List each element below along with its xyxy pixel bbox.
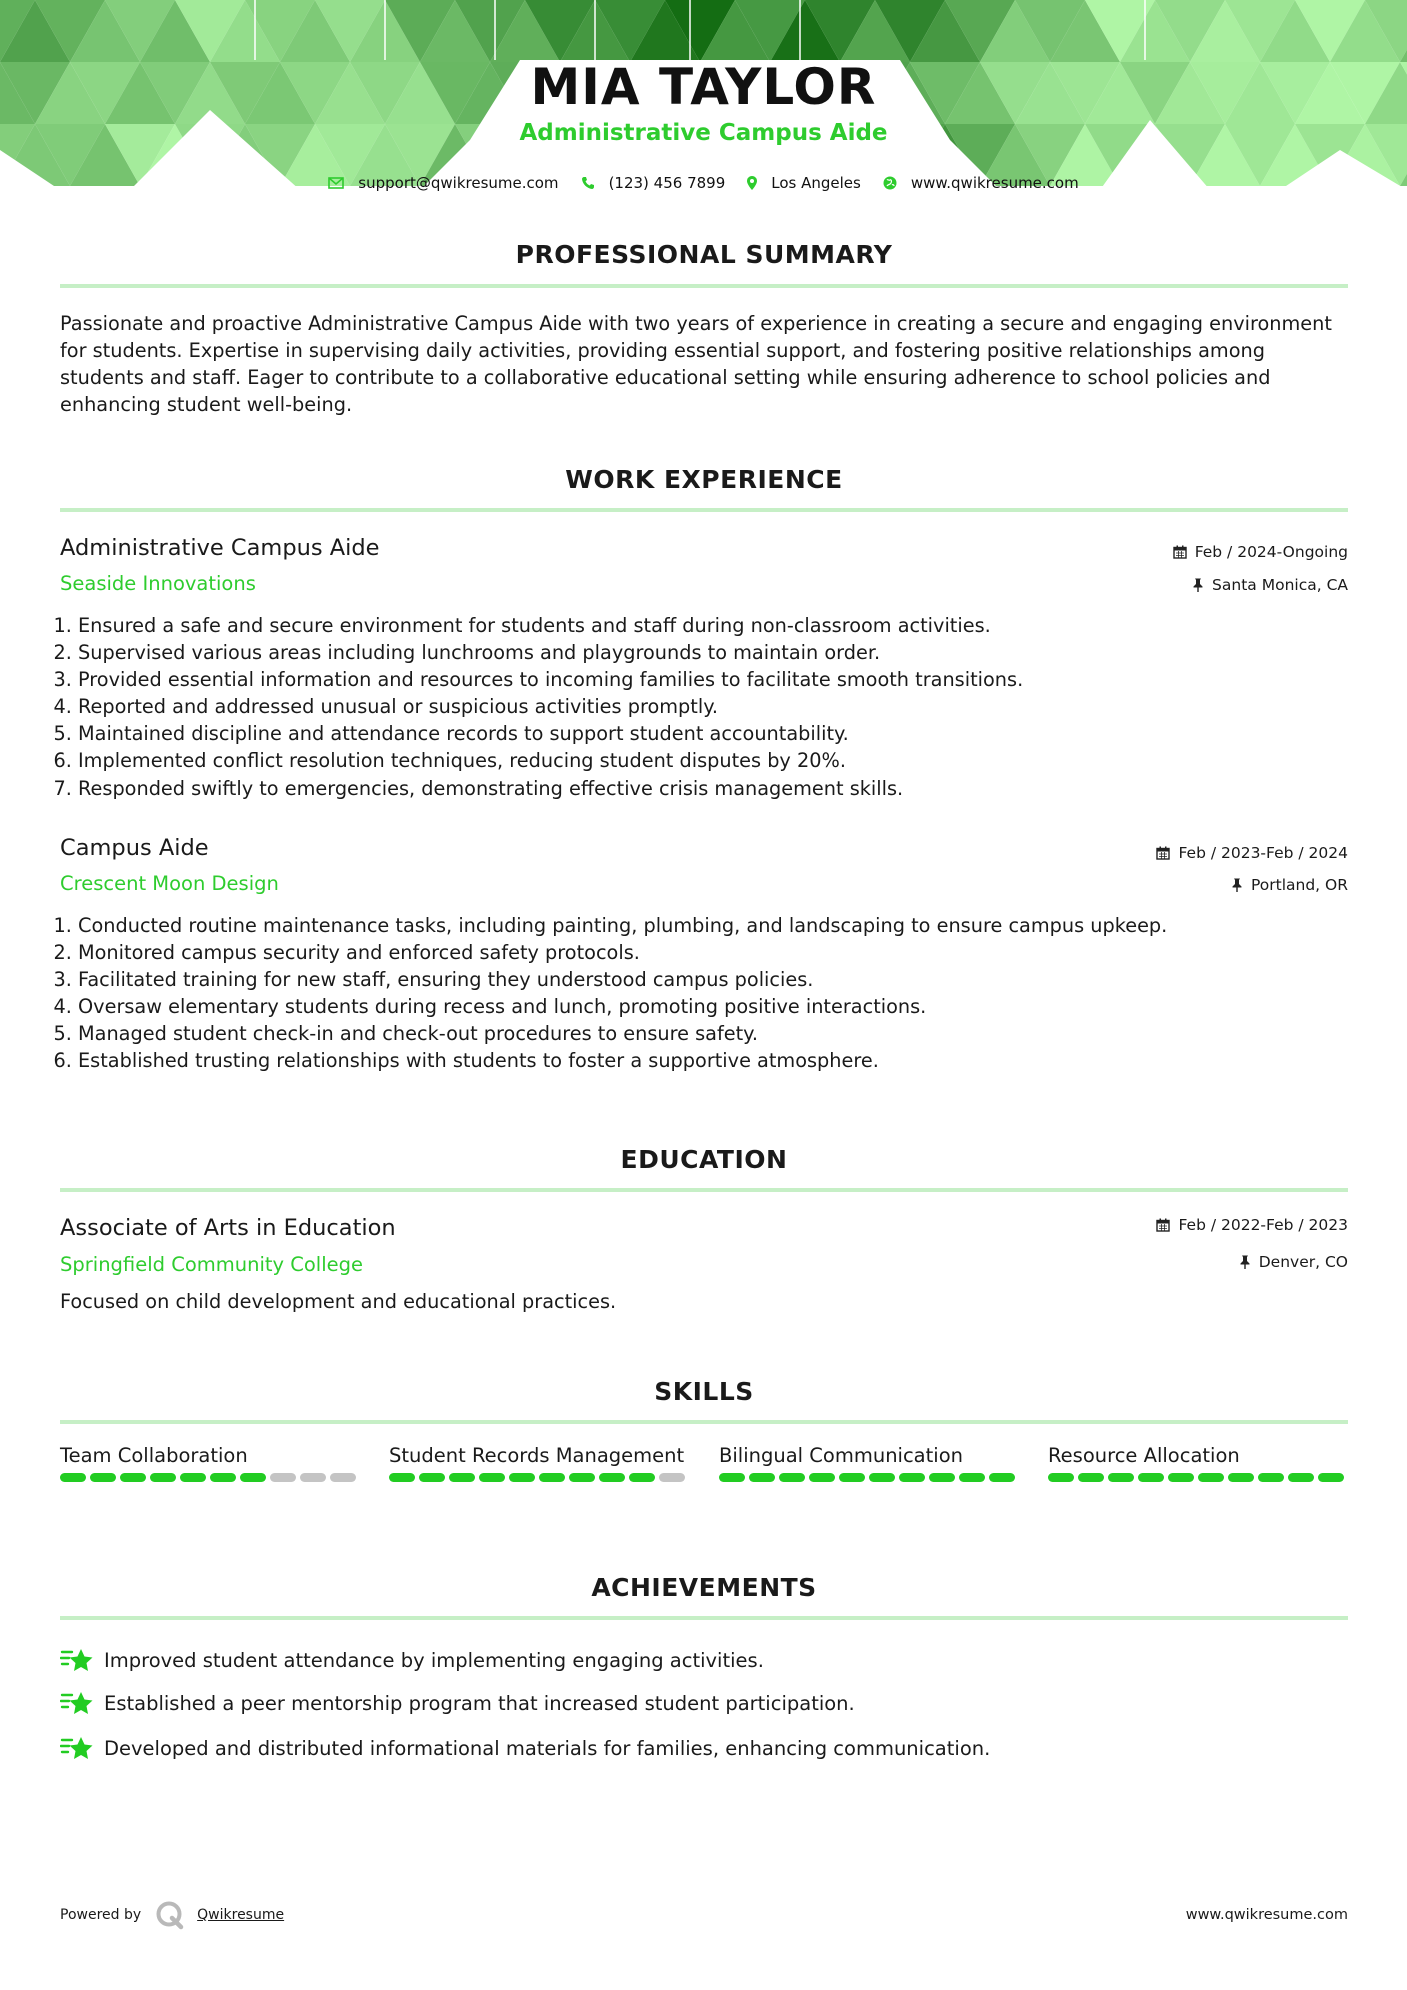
map-marker-icon — [747, 176, 757, 190]
skill-item — [60, 1442, 360, 1482]
star-award-icon — [60, 1734, 94, 1762]
skill-dot — [330, 1473, 356, 1482]
job-bullet: 3. Facilitated training for new staff, ensuring they understood campus policies. — [78, 966, 1368, 993]
job-bullet: 4. Oversaw elementary students during recess and lunch, promoting positive interactions. — [78, 993, 1368, 1020]
skill-name: Team Collaboration — [60, 1444, 248, 1467]
skill-dot — [389, 1473, 415, 1482]
skill-dot — [1168, 1473, 1194, 1482]
skill-dot — [1138, 1473, 1164, 1482]
skill-dot — [90, 1473, 116, 1482]
section-divider — [60, 508, 1348, 512]
skill-item — [719, 1442, 1019, 1482]
skill-level — [60, 1473, 360, 1482]
skill-dot — [240, 1473, 266, 1482]
job-bullet: 1. Conducted routine maintenance tasks, including painting, plumbing, and landscaping to ensure campus upkeep. — [78, 912, 1368, 939]
education-location — [1239, 1253, 1348, 1271]
globe-icon — [883, 176, 897, 190]
skill-dot — [1198, 1473, 1224, 1482]
email-text: support@qwikresume.com — [358, 174, 559, 192]
skill-dot — [899, 1473, 925, 1482]
achievements-heading: ACHIEVEMENTS — [591, 1573, 817, 1602]
achievement-item — [60, 1646, 764, 1674]
skill-level — [389, 1473, 689, 1482]
contact-phone[interactable] — [581, 174, 726, 192]
skill-name: Student Records Management — [389, 1444, 685, 1467]
summary-heading: PROFESSIONAL SUMMARY — [515, 240, 893, 269]
powered-by-text: Powered by — [60, 1907, 142, 1923]
skill-level — [719, 1473, 1019, 1482]
location-text: Los Angeles — [771, 174, 861, 192]
skill-dot — [959, 1473, 985, 1482]
website-text: www.qwikresume.com — [910, 174, 1079, 192]
skill-dot — [509, 1473, 535, 1482]
skill-dot — [1108, 1473, 1134, 1482]
contact-email[interactable] — [328, 174, 558, 192]
phone-text: (123) 456 7899 — [608, 174, 726, 192]
experience-heading: WORK EXPERIENCE — [565, 465, 843, 494]
job-bullet: 3. Provided essential information and resources to incoming families to facilitate smooth transitions. — [78, 666, 1368, 693]
job-dates-text: Feb / 2024-Ongoing — [1194, 543, 1348, 561]
skill-dot — [629, 1473, 655, 1482]
footer-site[interactable]: www.qwikresume.com — [1185, 1907, 1348, 1923]
skill-dot — [180, 1473, 206, 1482]
skill-dot — [569, 1473, 595, 1482]
section-divider — [60, 284, 1348, 288]
phone-icon — [581, 176, 595, 190]
education-dates — [1156, 1216, 1348, 1234]
achievement-text: Established a peer mentorship program that increased student participation. — [104, 1691, 855, 1715]
skill-dot — [809, 1473, 835, 1482]
job-location-text: Portland, OR — [1250, 876, 1348, 894]
job-location — [1231, 876, 1348, 894]
job-bullets — [60, 612, 1368, 802]
skill-dot — [1288, 1473, 1314, 1482]
skills-heading: SKILLS — [654, 1377, 754, 1406]
job-bullet: 2. Supervised various areas including lunchrooms and playgrounds to maintain order. — [78, 639, 1368, 666]
job-bullet: 2. Monitored campus security and enforced safety protocols. — [78, 939, 1368, 966]
skill-dot — [449, 1473, 475, 1482]
qwikresume-logo-icon — [155, 1900, 185, 1930]
job-bullet: 6. Established trusting relationships with students to foster a supportive atmosphere. — [78, 1047, 1368, 1074]
education-heading: EDUCATION — [620, 1145, 788, 1174]
job-bullets — [60, 912, 1368, 1075]
job-dates — [1173, 543, 1348, 561]
job-location — [1192, 576, 1348, 594]
skill-name: Resource Allocation — [1048, 1444, 1240, 1467]
section-divider — [60, 1420, 1348, 1424]
footer-branding — [60, 1900, 284, 1930]
degree-title: Associate of Arts in Education — [60, 1215, 396, 1241]
skill-dot — [989, 1473, 1015, 1482]
job-title: Campus Aide — [60, 835, 209, 861]
education-description: Focused on child development and educational practices. — [60, 1290, 617, 1313]
skill-dot — [869, 1473, 895, 1482]
achievement-item — [60, 1734, 990, 1762]
skill-dot — [749, 1473, 775, 1482]
skill-dot — [929, 1473, 955, 1482]
skill-item — [389, 1442, 689, 1482]
job-bullet: 7. Responded swiftly to emergencies, demonstrating effective crisis management skills. — [78, 775, 1368, 802]
skill-dot — [659, 1473, 685, 1482]
contact-location — [747, 174, 861, 192]
section-divider — [60, 1188, 1348, 1192]
skill-dot — [539, 1473, 565, 1482]
skill-dot — [779, 1473, 805, 1482]
skill-dot — [300, 1473, 326, 1482]
job-bullet: 5. Managed student check-in and check-out procedures to ensure safety. — [78, 1020, 1368, 1047]
calendar-icon — [1173, 545, 1187, 559]
skill-dot — [839, 1473, 865, 1482]
achievement-item — [60, 1689, 855, 1717]
candidate-role: Administrative Campus Aide — [519, 120, 888, 146]
pushpin-icon — [1192, 578, 1204, 592]
skill-dot — [479, 1473, 505, 1482]
job-location-text: Santa Monica, CA — [1212, 576, 1348, 594]
section-divider — [60, 1616, 1348, 1620]
calendar-icon — [1156, 1218, 1170, 1232]
job-title: Administrative Campus Aide — [60, 535, 380, 561]
skill-dot — [270, 1473, 296, 1482]
star-award-icon — [60, 1689, 94, 1717]
contact-website[interactable] — [883, 174, 1079, 192]
skill-dot — [599, 1473, 625, 1482]
job-company: Seaside Innovations — [60, 572, 256, 595]
pushpin-icon — [1231, 878, 1243, 892]
school-name: Springfield Community College — [60, 1253, 364, 1276]
skill-dot — [1078, 1473, 1104, 1482]
skill-dot — [419, 1473, 445, 1482]
skill-level — [1048, 1473, 1348, 1482]
job-dates — [1156, 844, 1348, 862]
skill-dot — [120, 1473, 146, 1482]
summary-text: Passionate and proactive Administrative Campus Aide with two years of experience in creating a secure and engaging environment for students. Expertise in supervising daily activities, providing essential support, and fostering positive relationships among students and staff. Eager to contribute to a collaborative educational setting while ensuring adherence to school policies and enhancing student well-being. — [60, 312, 1332, 416]
calendar-icon — [1156, 846, 1170, 860]
skill-dot — [1048, 1473, 1074, 1482]
job-dates-text: Feb / 2023-Feb / 2024 — [1178, 844, 1348, 862]
job-bullet: 5. Maintained discipline and attendance records to support student accountability. — [78, 720, 1368, 747]
skill-dot — [210, 1473, 236, 1482]
education-dates-text: Feb / 2022-Feb / 2023 — [1178, 1216, 1348, 1234]
job-bullet: 6. Implemented conflict resolution techniques, reducing student disputes by 20%. — [78, 747, 1368, 774]
education-location-text: Denver, CO — [1258, 1253, 1348, 1271]
qwikresume-link[interactable]: Qwikresume — [197, 1907, 285, 1923]
skill-dot — [1258, 1473, 1284, 1482]
achievement-text: Improved student attendance by implementing engaging activities. — [104, 1648, 764, 1672]
skill-dot — [150, 1473, 176, 1482]
envelope-icon — [328, 177, 344, 189]
job-bullet: 1. Ensured a safe and secure environment for students and staff during non-classroom activities. — [78, 612, 1368, 639]
contact-bar — [0, 174, 1407, 192]
skill-dot — [1318, 1473, 1344, 1482]
achievement-text: Developed and distributed informational materials for families, enhancing communication. — [104, 1736, 991, 1760]
skill-dot — [60, 1473, 86, 1482]
skill-item — [1048, 1442, 1348, 1482]
skill-name: Bilingual Communication — [719, 1444, 963, 1467]
pushpin-icon — [1239, 1255, 1251, 1269]
candidate-name: MIA TAYLOR — [530, 58, 877, 116]
star-award-icon — [60, 1646, 94, 1674]
skill-dot — [1228, 1473, 1254, 1482]
job-bullet: 4. Reported and addressed unusual or suspicious activities promptly. — [78, 693, 1368, 720]
job-company: Crescent Moon Design — [60, 872, 279, 895]
skill-dot — [719, 1473, 745, 1482]
